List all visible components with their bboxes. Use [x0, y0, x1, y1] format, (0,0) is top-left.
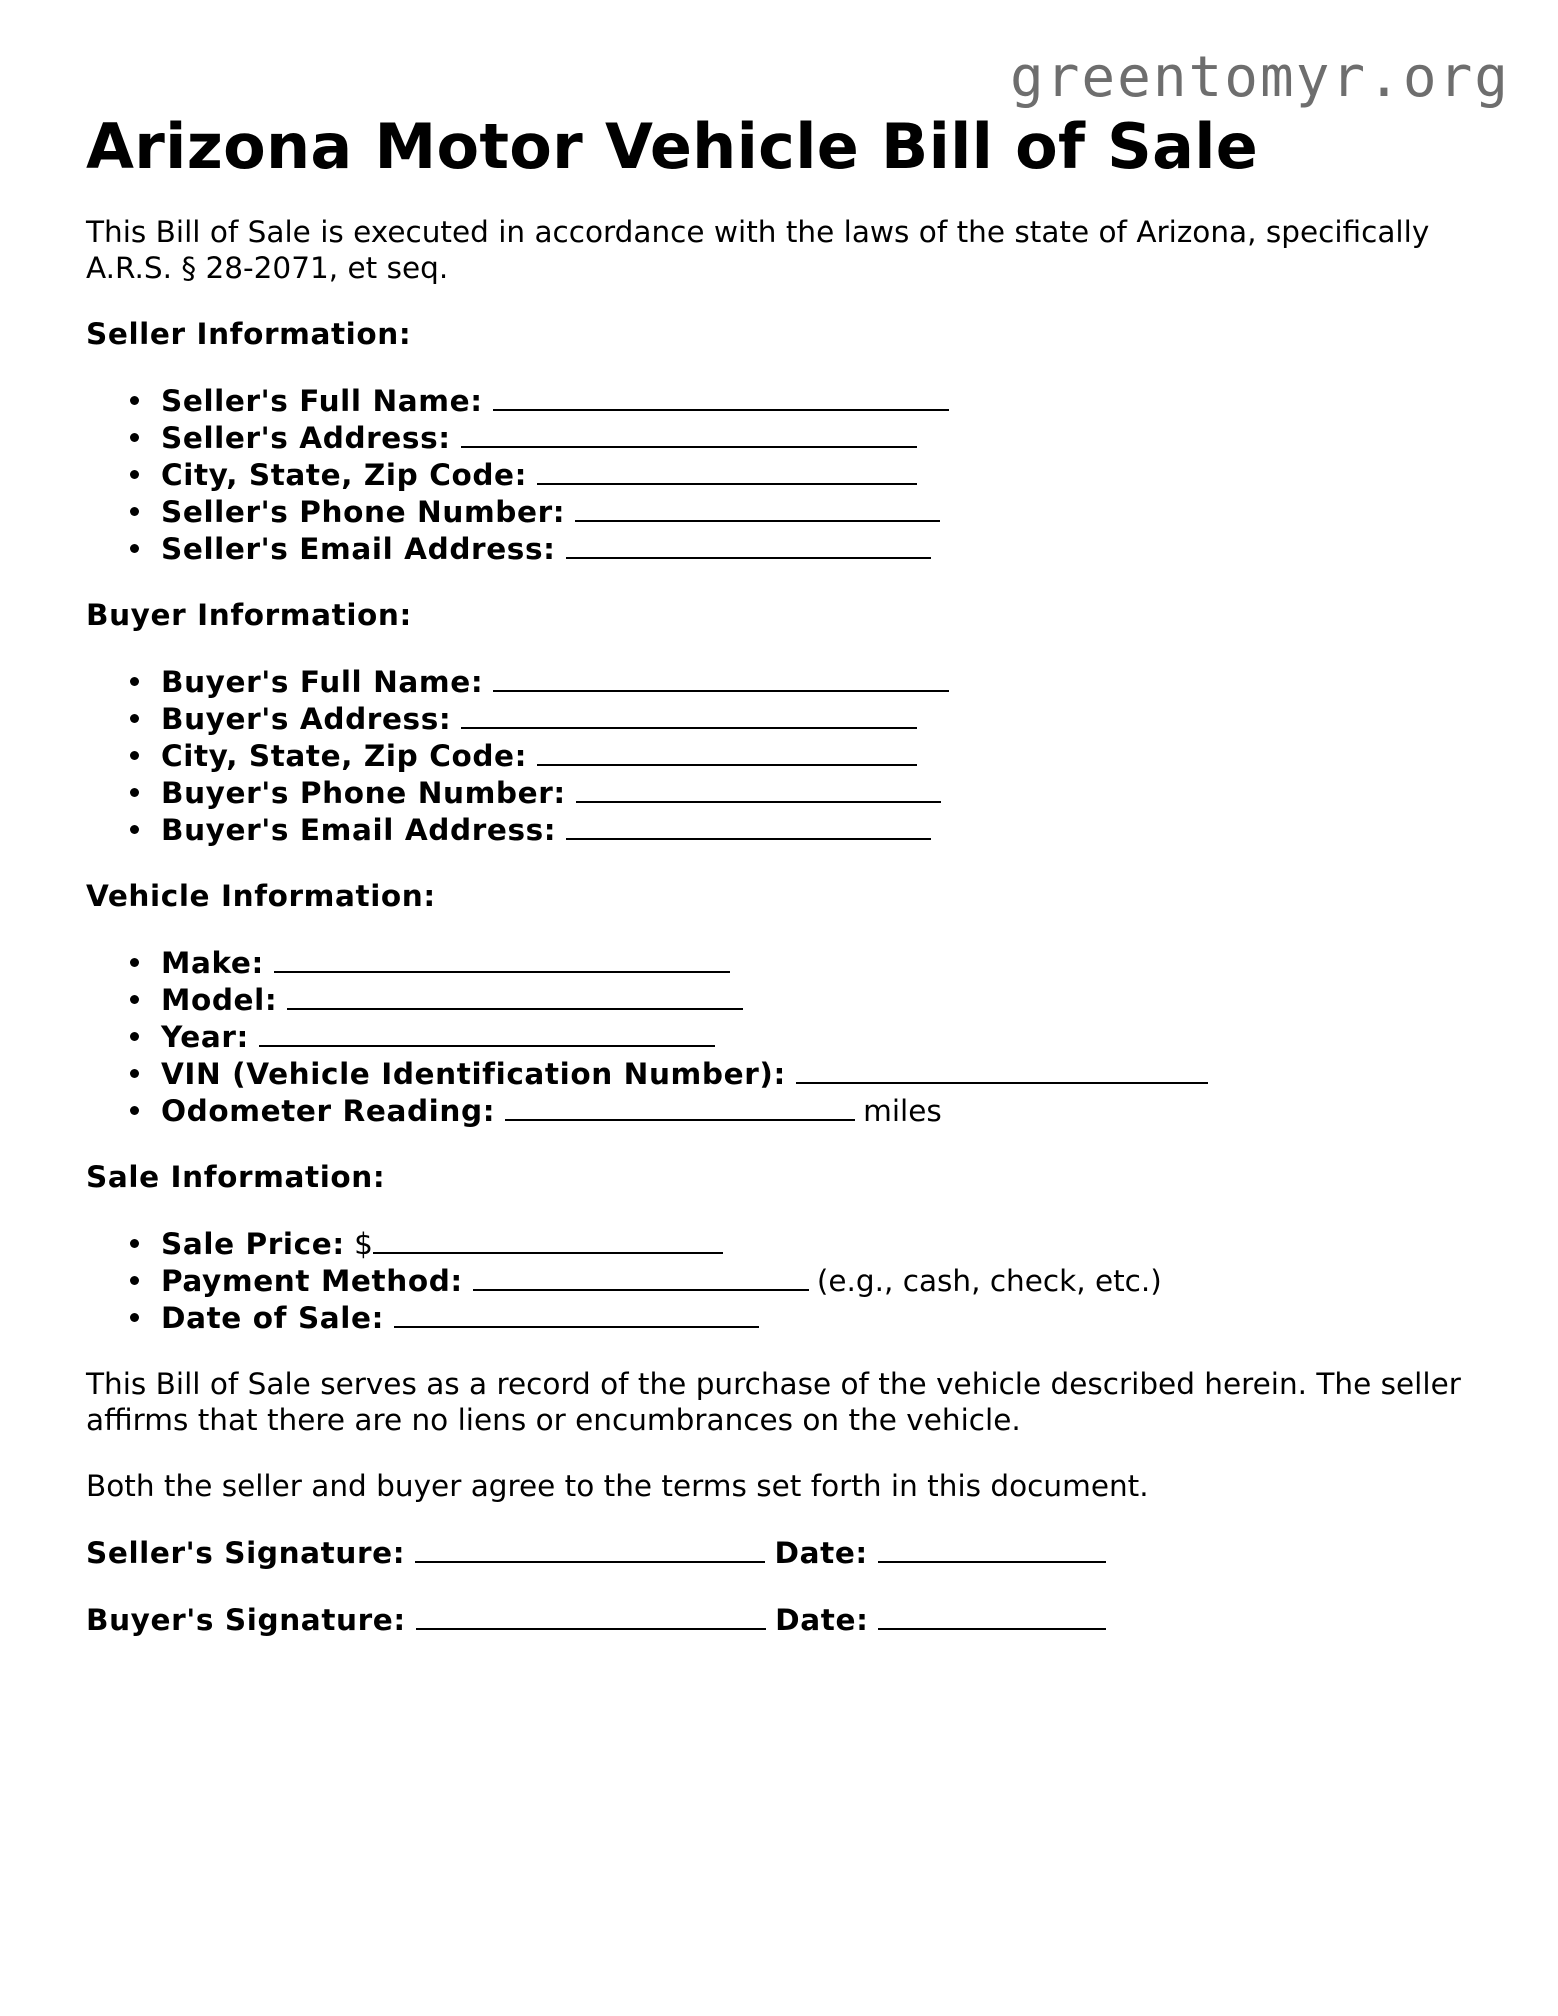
vehicle-section-heading: Vehicle Information: — [86, 879, 436, 913]
vehicle-make-row — [161, 944, 1486, 981]
seller-address-label: Seller's Address: — [161, 421, 451, 455]
sale-price-row — [161, 1225, 1486, 1262]
payment-method-label: Payment Method: — [161, 1264, 463, 1298]
buyer-signature-label: Buyer's Signature: — [86, 1603, 406, 1637]
date-of-sale-field[interactable] — [394, 1299, 759, 1328]
buyer-full-name-label: Buyer's Full Name: — [161, 665, 484, 699]
seller-city-state-zip-label: City, State, Zip Code: — [161, 458, 528, 492]
seller-email-label: Seller's Email Address: — [161, 532, 556, 566]
buyer-address-label: Buyer's Address: — [161, 702, 452, 736]
seller-full-name-field[interactable] — [493, 382, 949, 411]
seller-city-state-zip-row — [161, 456, 1486, 493]
buyer-address-row — [161, 700, 1486, 737]
vehicle-odometer-row — [161, 1092, 1486, 1129]
buyer-section-heading: Buyer Information: — [86, 598, 412, 632]
vehicle-vin-row — [161, 1055, 1486, 1092]
buyer-full-name-row — [161, 663, 1486, 700]
buyer-city-state-zip-label: City, State, Zip Code: — [161, 739, 528, 773]
odometer-unit: miles — [863, 1094, 942, 1128]
buyer-city-state-zip-row — [161, 737, 1486, 774]
vehicle-year-row — [161, 1018, 1486, 1055]
vehicle-year-field[interactable] — [259, 1018, 715, 1047]
buyer-email-row — [161, 811, 1486, 848]
buyer-phone-row — [161, 774, 1486, 811]
seller-phone-label: Seller's Phone Number: — [161, 495, 566, 529]
vehicle-year-label: Year: — [161, 1020, 249, 1054]
seller-signature-date-field[interactable] — [878, 1534, 1106, 1563]
payment-method-hint: (e.g., cash, check, etc.) — [816, 1264, 1162, 1298]
seller-city-state-zip-field[interactable] — [537, 456, 917, 485]
seller-full-name-label: Seller's Full Name: — [161, 384, 483, 418]
seller-signature-field[interactable] — [415, 1534, 765, 1563]
seller-phone-row — [161, 493, 1486, 530]
seller-address-field[interactable] — [461, 419, 917, 448]
seller-address-row — [161, 419, 1486, 456]
page-title: Arizona Motor Vehicle Bill of Sale — [86, 110, 1259, 183]
sale-field-list — [86, 1225, 1486, 1336]
date-of-sale-row — [161, 1299, 1486, 1336]
seller-field-list — [86, 382, 1486, 567]
vehicle-model-row — [161, 981, 1486, 1018]
buyer-email-field[interactable] — [566, 811, 931, 840]
buyer-city-state-zip-field[interactable] — [537, 737, 917, 766]
seller-signature-row — [86, 1534, 1486, 1571]
buyer-address-field[interactable] — [461, 700, 917, 729]
buyer-phone-label: Buyer's Phone Number: — [161, 776, 566, 810]
vehicle-odometer-label: Odometer Reading: — [161, 1094, 496, 1128]
payment-method-field[interactable] — [473, 1262, 809, 1291]
vehicle-make-label: Make: — [161, 946, 264, 980]
agreement-paragraph: Both the seller and buyer agree to the terms set forth in this document. — [86, 1469, 1149, 1503]
buyer-full-name-field[interactable] — [493, 663, 949, 692]
sale-section-heading: Sale Information: — [86, 1160, 386, 1194]
intro-paragraph: This Bill of Sale is executed in accordance with the laws of the state of Arizona, specifically A.R.S. § 28-2071, et seq. — [86, 215, 1430, 285]
payment-method-row — [161, 1262, 1486, 1299]
seller-signature-date-label: Date: — [774, 1536, 868, 1570]
seller-section-heading: Seller Information: — [86, 317, 412, 351]
buyer-field-list — [86, 663, 1486, 848]
buyer-phone-field[interactable] — [576, 774, 941, 803]
sale-price-label: Sale Price: — [161, 1227, 345, 1261]
vehicle-vin-field[interactable] — [796, 1055, 1208, 1084]
seller-email-field[interactable] — [566, 530, 931, 559]
buyer-signature-date-field[interactable] — [878, 1601, 1106, 1630]
seller-signature-label: Seller's Signature: — [86, 1536, 406, 1570]
buyer-email-label: Buyer's Email Address: — [161, 813, 557, 847]
buyer-signature-field[interactable] — [416, 1601, 766, 1630]
currency-symbol: $ — [354, 1227, 373, 1261]
record-paragraph: This Bill of Sale serves as a record of the purchase of the vehicle described herein. The seller affirms that there are no liens or encumbrances on the vehicle. — [86, 1367, 1461, 1437]
buyer-signature-date-label: Date: — [775, 1603, 869, 1637]
vehicle-odometer-field[interactable] — [505, 1092, 855, 1121]
document-page — [86, 106, 1486, 1638]
vehicle-field-list — [86, 944, 1486, 1129]
vehicle-vin-label: VIN (Vehicle Identification Number): — [161, 1057, 786, 1091]
vehicle-make-field[interactable] — [274, 944, 730, 973]
vehicle-model-label: Model: — [161, 983, 278, 1017]
date-of-sale-label: Date of Sale: — [161, 1301, 385, 1335]
watermark: greentomyr.org — [1009, 45, 1510, 110]
seller-full-name-row — [161, 382, 1486, 419]
buyer-signature-row — [86, 1601, 1486, 1638]
vehicle-model-field[interactable] — [287, 981, 743, 1010]
sale-price-field[interactable] — [373, 1225, 723, 1254]
seller-phone-field[interactable] — [575, 493, 940, 522]
seller-email-row — [161, 530, 1486, 567]
